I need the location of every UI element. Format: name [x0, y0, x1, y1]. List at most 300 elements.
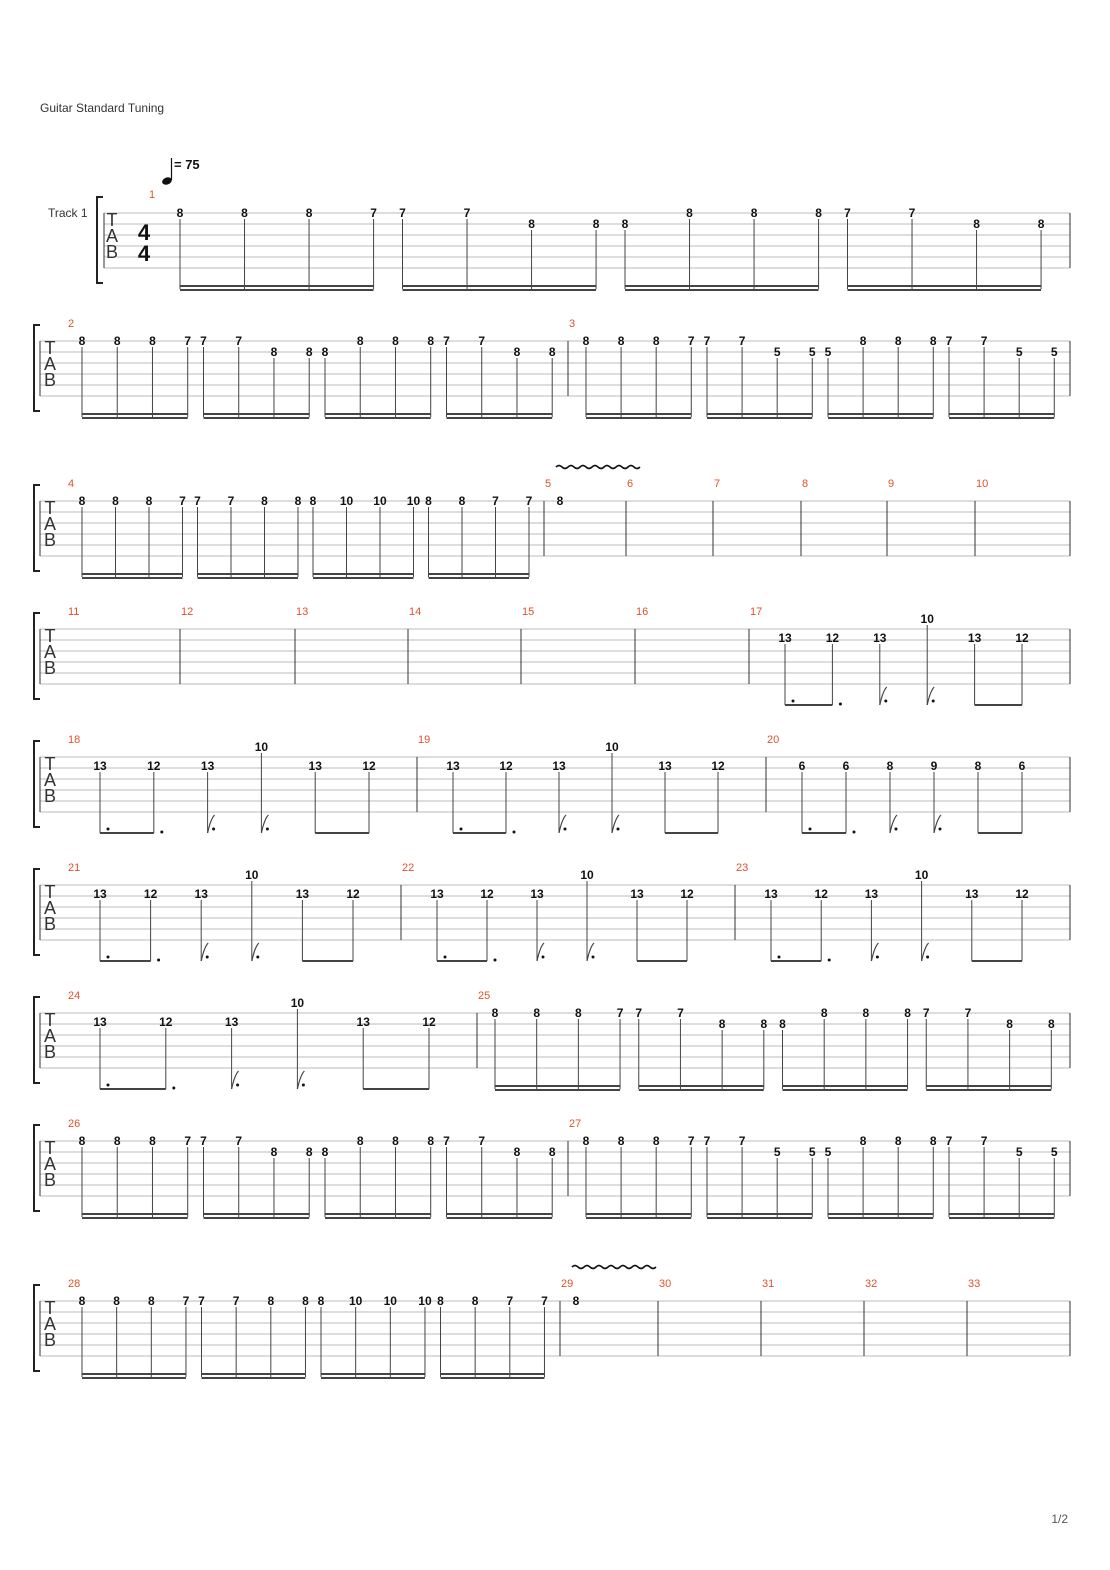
dot: [564, 828, 567, 831]
measure-number: 18: [68, 734, 81, 746]
fret-number: 8: [760, 1017, 768, 1031]
fret-number: 13: [778, 631, 792, 645]
fret-number: 8: [356, 334, 364, 348]
tab-clef-letter: A: [43, 1026, 57, 1046]
fret-number: 8: [491, 1006, 499, 1020]
dot: [302, 1084, 305, 1087]
beam: [447, 1217, 553, 1219]
measure-number: 12: [181, 606, 194, 618]
fret-number: 13: [93, 887, 107, 901]
dot: [236, 1084, 239, 1087]
beam: [441, 1373, 545, 1375]
fret-number: 8: [458, 494, 466, 508]
tuning-label: Guitar Standard Tuning: [40, 101, 165, 115]
fret-number: 7: [908, 206, 916, 220]
measure-number: 20: [767, 734, 780, 746]
tab-clef-letter: T: [44, 626, 56, 646]
fret-number: 8: [241, 206, 248, 220]
dot: [212, 828, 215, 831]
measure-number: 8: [802, 478, 809, 490]
beam: [848, 285, 1042, 287]
beam: [363, 1088, 429, 1090]
beam: [180, 289, 374, 291]
fret-number: 13: [630, 887, 644, 901]
fret-number: 13: [658, 759, 672, 773]
fret-number: 8: [427, 334, 435, 348]
beam: [204, 413, 310, 415]
tab-clef-letter: A: [43, 1154, 57, 1174]
fret-number: 10: [290, 996, 305, 1010]
measure-number: 19: [418, 734, 431, 746]
fret-number: 9: [930, 759, 938, 773]
beam: [828, 413, 933, 415]
measure-number: 1: [149, 189, 156, 201]
beam: [325, 413, 431, 415]
fret-number: 7: [980, 1134, 988, 1148]
fret-number: 8: [894, 1134, 902, 1148]
fret-number: 5: [1015, 345, 1023, 359]
beam: [313, 577, 413, 579]
beam: [302, 960, 353, 962]
dot: [778, 956, 781, 959]
fret-number: 8: [471, 1294, 479, 1308]
tab-system: [34, 1118, 1070, 1219]
tab-clef-letter: T: [44, 1138, 56, 1158]
fret-number: 5: [773, 1145, 781, 1159]
fret-number: 8: [533, 1006, 541, 1020]
tab-clef-letter: T: [106, 210, 118, 230]
dot: [160, 831, 163, 834]
beam: [325, 1217, 431, 1219]
fret-number: 7: [235, 1134, 243, 1148]
fret-number: 12: [1015, 887, 1029, 901]
fret-number: 8: [779, 1017, 786, 1031]
tab-clef-letter: A: [43, 354, 57, 374]
beam: [325, 417, 431, 419]
fret-number: 7: [399, 206, 406, 220]
dot: [932, 700, 935, 703]
system-brace: [34, 485, 40, 571]
fret-number: 8: [575, 1006, 582, 1020]
fret-number: 8: [886, 759, 894, 773]
fret-number: 7: [478, 334, 486, 348]
fret-number: 7: [677, 1006, 684, 1020]
beam: [707, 417, 812, 419]
fret-number: 10: [580, 868, 594, 882]
fret-number: 8: [305, 206, 313, 220]
system-brace: [97, 197, 103, 283]
system-brace: [34, 1285, 40, 1371]
measure-number: 29: [561, 1278, 574, 1290]
fret-number: 7: [945, 1134, 953, 1148]
beam: [204, 1217, 310, 1219]
fret-number: 13: [764, 887, 778, 901]
tab-clef-letter: A: [43, 898, 57, 918]
measure-number: 24: [68, 990, 81, 1002]
time-signature-bottom: 4: [137, 241, 151, 266]
dot: [542, 956, 545, 959]
fret-number: 12: [159, 1015, 173, 1029]
fret-number: 8: [147, 1294, 155, 1308]
fret-number: 8: [149, 1134, 156, 1148]
fret-number: 10: [914, 868, 929, 882]
beam: [204, 417, 310, 419]
tab-clef-letter: T: [44, 882, 56, 902]
beam: [771, 960, 821, 962]
beam: [949, 413, 1054, 415]
fret-number: 12: [814, 887, 828, 901]
beam: [82, 1217, 188, 1219]
fret-number: 8: [113, 1134, 121, 1148]
fret-number: 13: [224, 1015, 239, 1029]
fret-number: 7: [182, 1294, 190, 1308]
fret-number: 7: [194, 494, 201, 508]
measure-number: 28: [68, 1278, 81, 1290]
beam: [315, 832, 369, 834]
fret-number: 13: [530, 887, 544, 901]
beam: [403, 285, 597, 287]
beam: [204, 1213, 310, 1215]
fret-number: 13: [446, 759, 460, 773]
fret-number: 8: [1006, 1017, 1013, 1031]
measure-number: 23: [736, 862, 749, 874]
measure-number: 30: [659, 1278, 672, 1290]
fret-number: 8: [1047, 1017, 1055, 1031]
measure-number: 5: [545, 478, 552, 490]
tab-system: [34, 1266, 1070, 1380]
fret-number: 7: [687, 1134, 695, 1148]
beam: [198, 573, 298, 575]
fret-number: 13: [967, 631, 982, 645]
fret-number: 8: [305, 345, 313, 359]
fret-number: 8: [1037, 217, 1045, 231]
measure-number: 25: [478, 990, 491, 1002]
system-brace: [34, 997, 40, 1083]
fret-number: 13: [308, 759, 322, 773]
beam: [975, 704, 1022, 706]
fret-number: 8: [621, 217, 629, 231]
fret-number: 13: [552, 759, 566, 773]
fret-number: 8: [904, 1006, 911, 1020]
measure-number: 17: [750, 606, 763, 618]
fret-number: 7: [179, 494, 186, 508]
fret-number: 7: [635, 1006, 643, 1020]
tab-system: [48, 157, 1070, 291]
fret-number: 10: [348, 1294, 363, 1308]
beam: [926, 1085, 1051, 1087]
dot: [107, 956, 110, 959]
measure-number: 3: [569, 318, 576, 330]
fret-number: 12: [480, 887, 494, 901]
fret-number: 5: [808, 1145, 816, 1159]
measure-number: 7: [714, 478, 721, 490]
fret-number: 12: [147, 759, 161, 773]
tab-clef-letter: T: [44, 754, 56, 774]
beam: [82, 577, 182, 579]
system-brace: [34, 613, 40, 699]
beam: [707, 1217, 812, 1219]
tab-clef-letter: B: [43, 1330, 57, 1350]
tab-clef-letter: A: [43, 642, 57, 662]
tab-clef-letter: B: [43, 658, 57, 678]
fret-number: 13: [93, 1015, 107, 1029]
measure-number: 26: [68, 1118, 81, 1130]
fret-number: 12: [499, 759, 513, 773]
beam: [437, 960, 487, 962]
fret-number: 8: [513, 1145, 521, 1159]
fret-number: 5: [808, 345, 816, 359]
fret-number: 8: [652, 1134, 660, 1148]
fret-number: 10: [406, 494, 421, 508]
fret-number: 10: [920, 612, 934, 626]
fret-number: 12: [362, 759, 376, 773]
fret-number: 8: [309, 494, 317, 508]
beam: [495, 1089, 620, 1091]
fret-number: 8: [820, 1006, 828, 1020]
fret-number: 13: [194, 887, 208, 901]
fret-number: 7: [541, 1294, 548, 1308]
fret-number: 8: [437, 1294, 444, 1308]
fret-number: 8: [859, 334, 867, 348]
beam: [828, 1217, 933, 1219]
dot: [617, 828, 620, 831]
fret-number: 7: [964, 1006, 972, 1020]
beam: [453, 832, 506, 834]
fret-number: 12: [422, 1015, 436, 1029]
beam: [82, 573, 182, 575]
system-brace: [34, 325, 40, 411]
fret-number: 13: [295, 887, 310, 901]
beam: [202, 1377, 306, 1379]
beam: [82, 1213, 188, 1215]
tempo-marking: = 75: [174, 157, 200, 172]
measure-number: 13: [296, 606, 309, 618]
fret-number: 8: [317, 1294, 325, 1308]
dot: [494, 959, 497, 962]
fret-number: 7: [463, 206, 471, 220]
tab-clef-letter: B: [43, 530, 57, 550]
fret-number: 7: [443, 1134, 450, 1148]
fret-number: 13: [873, 631, 887, 645]
fret-number: 8: [392, 1134, 399, 1148]
fret-number: 6: [842, 759, 850, 773]
fret-number: 8: [750, 206, 758, 220]
fret-number: 7: [525, 494, 533, 508]
fret-number: 12: [680, 887, 694, 901]
beam: [321, 1377, 425, 1379]
fret-number: 10: [605, 740, 619, 754]
fret-number: 12: [143, 887, 158, 901]
measure-number: 22: [402, 862, 415, 874]
dot: [939, 828, 942, 831]
fret-number: 8: [859, 1134, 867, 1148]
fret-number: 12: [1015, 631, 1029, 645]
dot: [895, 828, 898, 831]
beam: [180, 285, 374, 287]
measure-number: 16: [636, 606, 649, 618]
dot: [926, 956, 929, 959]
fret-number: 5: [1050, 1145, 1058, 1159]
beam: [926, 1089, 1051, 1091]
beam: [447, 1213, 553, 1215]
beam: [637, 960, 687, 962]
fret-number: 8: [652, 334, 660, 348]
fret-number: 8: [113, 334, 121, 348]
vibrato-mark: [572, 1266, 656, 1269]
fret-number: 5: [824, 1145, 832, 1159]
fret-number: 8: [973, 217, 980, 231]
fret-number: 8: [548, 345, 556, 359]
measure-number: 33: [968, 1278, 981, 1290]
fret-number: 8: [267, 1294, 275, 1308]
fret-number: 8: [78, 494, 86, 508]
fret-number: 8: [113, 1294, 120, 1308]
beam: [783, 1089, 908, 1091]
measure-number: 27: [569, 1118, 582, 1130]
beam: [429, 577, 529, 579]
fret-number: 7: [703, 334, 711, 348]
fret-number: 8: [261, 494, 268, 508]
beam: [972, 960, 1022, 962]
tab-clef-letter: A: [43, 514, 57, 534]
fret-number: 8: [815, 206, 822, 220]
beam: [625, 285, 819, 287]
tab-clef-letter: B: [43, 1170, 57, 1190]
beam: [828, 1213, 933, 1215]
fret-number: 8: [582, 1134, 590, 1148]
fret-number: 8: [582, 334, 590, 348]
fret-number: 8: [686, 206, 693, 220]
dot: [839, 703, 842, 706]
dot: [792, 700, 795, 703]
beam: [202, 1373, 306, 1375]
fret-number: 8: [305, 1145, 313, 1159]
system-brace: [34, 741, 40, 827]
fret-number: 6: [1018, 759, 1026, 773]
beam: [325, 1213, 431, 1215]
fret-number: 7: [198, 1294, 205, 1308]
system-brace: [34, 869, 40, 955]
tab-clef-letter: T: [44, 1298, 56, 1318]
fret-number: 5: [1050, 345, 1058, 359]
fret-number: 8: [513, 345, 521, 359]
fret-number: 10: [373, 494, 387, 508]
fret-number: 8: [78, 1294, 86, 1308]
fret-number: 7: [492, 494, 499, 508]
measure-number: 2: [68, 318, 75, 330]
fret-number: 7: [616, 1006, 624, 1020]
fret-number: 7: [184, 334, 192, 348]
dot: [876, 956, 879, 959]
fret-number: 7: [232, 1294, 240, 1308]
beam: [586, 1213, 691, 1215]
fret-number: 7: [235, 334, 243, 348]
fret-number: 8: [112, 494, 119, 508]
fret-number: 8: [78, 334, 86, 348]
beam: [949, 417, 1054, 419]
measure-number: 21: [68, 862, 81, 874]
tab-clef-letter: A: [43, 1314, 57, 1334]
tab-clef-letter: T: [44, 1010, 56, 1030]
fret-number: 7: [738, 1134, 746, 1148]
beam: [828, 417, 933, 419]
fret-number: 8: [617, 334, 625, 348]
system-brace: [34, 1125, 40, 1211]
beam: [783, 1085, 908, 1087]
beam: [639, 1085, 764, 1087]
dot: [157, 959, 160, 962]
beam: [313, 573, 413, 575]
fret-number: 7: [200, 334, 207, 348]
fret-number: 7: [738, 334, 746, 348]
fret-number: 8: [929, 334, 937, 348]
fret-number: 8: [556, 494, 564, 508]
fret-number: 7: [687, 334, 695, 348]
dot: [256, 956, 259, 959]
fret-number: 7: [200, 1134, 207, 1148]
beam: [447, 413, 553, 415]
fret-number: 10: [418, 1294, 432, 1308]
beam: [82, 413, 188, 415]
tab-clef-letter: B: [43, 370, 57, 390]
fret-number: 13: [356, 1015, 370, 1029]
dot: [513, 831, 516, 834]
fret-number: 13: [93, 759, 107, 773]
fret-number: 8: [929, 1134, 937, 1148]
fret-number: 7: [980, 334, 988, 348]
measure-number: 9: [888, 478, 895, 490]
fret-number: 13: [965, 887, 979, 901]
beam: [100, 832, 154, 834]
beam: [978, 832, 1022, 834]
dot: [444, 956, 447, 959]
beam: [321, 1373, 425, 1375]
fret-number: 5: [773, 345, 781, 359]
dot: [592, 956, 595, 959]
fret-number: 12: [711, 759, 725, 773]
measure-number: 15: [522, 606, 535, 618]
beam: [403, 289, 597, 291]
tab-clef-letter: B: [105, 242, 119, 262]
beam: [198, 577, 298, 579]
vibrato-mark: [556, 466, 640, 469]
measure-number: 14: [409, 606, 422, 618]
beam: [707, 413, 812, 415]
tab-clef-letter: B: [43, 914, 57, 934]
fret-number: 8: [528, 217, 535, 231]
dot: [206, 956, 209, 959]
fret-number: 12: [825, 631, 840, 645]
fret-number: 5: [824, 345, 832, 359]
fret-number: 7: [945, 334, 953, 348]
fret-number: 7: [478, 1134, 486, 1148]
fret-number: 8: [149, 334, 156, 348]
tab-clef-letter: A: [105, 226, 119, 246]
fret-number: 8: [270, 345, 278, 359]
tab-system: [34, 734, 1070, 834]
tab-system: [34, 606, 1070, 706]
fret-number: 7: [184, 1134, 192, 1148]
tab-system: [34, 990, 1070, 1091]
page-number: 1/2: [1051, 1512, 1068, 1526]
measure-number: 10: [976, 478, 989, 490]
fret-number: 8: [294, 494, 302, 508]
fret-number: 8: [176, 206, 184, 220]
fret-number: 7: [703, 1134, 711, 1148]
fret-number: 6: [798, 759, 806, 773]
beam: [949, 1213, 1054, 1215]
fret-number: 8: [356, 1134, 364, 1148]
